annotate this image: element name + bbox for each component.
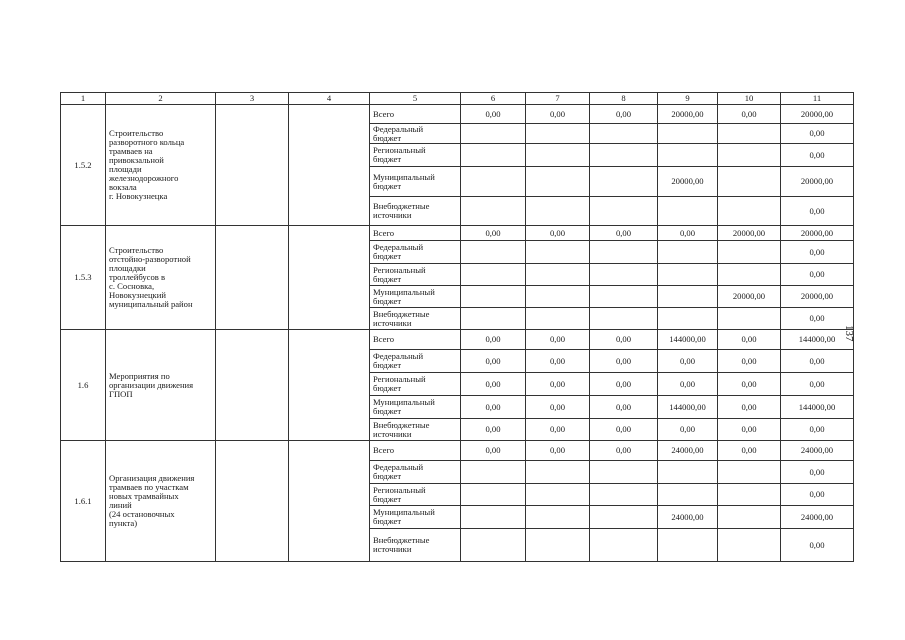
- amount-cell: 0,00: [461, 441, 526, 461]
- amount-cell: [526, 197, 590, 226]
- amount-cell: 0,00: [526, 373, 590, 396]
- amount-cell: [461, 241, 526, 264]
- empty-cell: [216, 441, 289, 562]
- amount-cell: [526, 124, 590, 144]
- table-row: [61, 441, 854, 461]
- amount-cell: 0,00: [526, 350, 590, 373]
- amount-cell: [461, 167, 526, 197]
- funding-source: Всего: [370, 441, 461, 461]
- amount-cell: [718, 529, 781, 562]
- funding-source: Региональный бюджет: [370, 144, 461, 167]
- amount-cell: 20000,00: [781, 105, 854, 124]
- amount-cell: [526, 286, 590, 308]
- amount-cell: 20000,00: [781, 286, 854, 308]
- amount-cell: 0,00: [781, 124, 854, 144]
- amount-cell: [590, 124, 658, 144]
- funding-source: Внебюджетные источники: [370, 308, 461, 330]
- empty-cell: [289, 105, 370, 226]
- amount-cell: 0,00: [781, 144, 854, 167]
- funding-source: Муниципальный бюджет: [370, 506, 461, 529]
- amount-cell: [658, 144, 718, 167]
- column-number-row: [61, 93, 854, 105]
- funding-source: Внебюджетные источники: [370, 197, 461, 226]
- amount-cell: [718, 308, 781, 330]
- amount-cell: 0,00: [781, 241, 854, 264]
- page-number: 137: [843, 325, 855, 342]
- amount-cell: 0,00: [461, 350, 526, 373]
- amount-cell: [718, 167, 781, 197]
- amount-cell: 0,00: [590, 330, 658, 350]
- amount-cell: [461, 144, 526, 167]
- amount-cell: [461, 124, 526, 144]
- amount-cell: [590, 167, 658, 197]
- amount-cell: 20000,00: [658, 105, 718, 124]
- amount-cell: 0,00: [658, 419, 718, 441]
- amount-cell: 20000,00: [718, 226, 781, 241]
- amount-cell: [590, 461, 658, 484]
- amount-cell: [461, 264, 526, 286]
- amount-cell: [658, 286, 718, 308]
- amount-cell: 24000,00: [781, 441, 854, 461]
- measure-name: Строительство отстойно-разворотной площадки троллейбусов в с. Сосновка, Новокузнецкий муниципальный район: [106, 226, 216, 330]
- amount-cell: [658, 197, 718, 226]
- amount-cell: 0,00: [781, 308, 854, 330]
- column-number: 7: [526, 93, 590, 105]
- funding-source: Муниципальный бюджет: [370, 286, 461, 308]
- amount-cell: [526, 144, 590, 167]
- empty-cell: [216, 330, 289, 441]
- empty-cell: [216, 105, 289, 226]
- measure-code: 1.5.2: [61, 105, 106, 226]
- amount-cell: [590, 506, 658, 529]
- amount-cell: [718, 506, 781, 529]
- amount-cell: 0,00: [658, 350, 718, 373]
- funding-source: Всего: [370, 105, 461, 124]
- amount-cell: 0,00: [781, 529, 854, 562]
- amount-cell: [461, 308, 526, 330]
- amount-cell: [658, 264, 718, 286]
- amount-cell: [658, 461, 718, 484]
- amount-cell: 0,00: [526, 441, 590, 461]
- amount-cell: [526, 461, 590, 484]
- column-number: 4: [289, 93, 370, 105]
- amount-cell: [718, 197, 781, 226]
- column-number: 6: [461, 93, 526, 105]
- funding-source: Всего: [370, 330, 461, 350]
- amount-cell: [718, 144, 781, 167]
- amount-cell: [718, 484, 781, 506]
- amount-cell: 0,00: [658, 373, 718, 396]
- funding-source: Муниципальный бюджет: [370, 167, 461, 197]
- measure-name: Организация движения трамваев по участкам новых трамвайных линий (24 остановочных пункта): [106, 441, 216, 562]
- empty-cell: [289, 330, 370, 441]
- amount-cell: 20000,00: [781, 226, 854, 241]
- amount-cell: [718, 461, 781, 484]
- amount-cell: 24000,00: [658, 506, 718, 529]
- amount-cell: 0,00: [461, 396, 526, 419]
- column-number: 5: [370, 93, 461, 105]
- table-row: [61, 226, 854, 241]
- measure-code: 1.6: [61, 330, 106, 441]
- funding-source: Всего: [370, 226, 461, 241]
- amount-cell: [658, 241, 718, 264]
- amount-cell: 0,00: [461, 373, 526, 396]
- amount-cell: 144000,00: [658, 396, 718, 419]
- column-number: 10: [718, 93, 781, 105]
- amount-cell: [590, 286, 658, 308]
- amount-cell: 0,00: [590, 226, 658, 241]
- amount-cell: 0,00: [718, 105, 781, 124]
- table-row: [61, 105, 854, 124]
- column-number: 2: [106, 93, 216, 105]
- table-row: [61, 330, 854, 350]
- amount-cell: [590, 144, 658, 167]
- funding-source: Региональный бюджет: [370, 484, 461, 506]
- amount-cell: 144000,00: [781, 330, 854, 350]
- amount-cell: 0,00: [526, 105, 590, 124]
- amount-cell: 0,00: [658, 226, 718, 241]
- funding-source: Муниципальный бюджет: [370, 396, 461, 419]
- funding-source: Федеральный бюджет: [370, 350, 461, 373]
- amount-cell: 0,00: [718, 441, 781, 461]
- amount-cell: 20000,00: [781, 167, 854, 197]
- amount-cell: [590, 241, 658, 264]
- amount-cell: 0,00: [718, 373, 781, 396]
- amount-cell: [718, 124, 781, 144]
- amount-cell: 0,00: [461, 330, 526, 350]
- measure-name: Строительство разворотного кольца трамваев на привокзальной площади железнодорожного вокзала г. Новокузнецка: [106, 105, 216, 226]
- empty-cell: [289, 226, 370, 330]
- amount-cell: [658, 529, 718, 562]
- measure-name: Мероприятия по организации движения ГПОП: [106, 330, 216, 441]
- amount-cell: 0,00: [718, 396, 781, 419]
- funding-source: Федеральный бюджет: [370, 241, 461, 264]
- amount-cell: 144000,00: [781, 396, 854, 419]
- amount-cell: [526, 506, 590, 529]
- amount-cell: 0,00: [781, 373, 854, 396]
- amount-cell: 0,00: [718, 419, 781, 441]
- amount-cell: [590, 197, 658, 226]
- amount-cell: [658, 484, 718, 506]
- amount-cell: 0,00: [781, 197, 854, 226]
- column-number: 11: [781, 93, 854, 105]
- amount-cell: 0,00: [781, 350, 854, 373]
- budget-table: [60, 92, 854, 562]
- amount-cell: [590, 308, 658, 330]
- amount-cell: [590, 529, 658, 562]
- measure-code: 1.6.1: [61, 441, 106, 562]
- empty-cell: [289, 441, 370, 562]
- funding-source: Федеральный бюджет: [370, 461, 461, 484]
- amount-cell: 0,00: [590, 419, 658, 441]
- amount-cell: [461, 461, 526, 484]
- amount-cell: 0,00: [781, 461, 854, 484]
- amount-cell: 24000,00: [658, 441, 718, 461]
- column-number: 3: [216, 93, 289, 105]
- amount-cell: 0,00: [461, 226, 526, 241]
- amount-cell: 0,00: [590, 350, 658, 373]
- amount-cell: [526, 484, 590, 506]
- amount-cell: 0,00: [461, 419, 526, 441]
- amount-cell: 0,00: [718, 350, 781, 373]
- amount-cell: [658, 124, 718, 144]
- column-number: 1: [61, 93, 106, 105]
- amount-cell: [526, 241, 590, 264]
- amount-cell: 0,00: [461, 105, 526, 124]
- amount-cell: [461, 286, 526, 308]
- amount-cell: [526, 308, 590, 330]
- funding-source: Региональный бюджет: [370, 373, 461, 396]
- amount-cell: 0,00: [590, 105, 658, 124]
- amount-cell: 0,00: [781, 484, 854, 506]
- column-number: 9: [658, 93, 718, 105]
- amount-cell: 0,00: [781, 264, 854, 286]
- amount-cell: 0,00: [590, 396, 658, 419]
- amount-cell: [461, 529, 526, 562]
- amount-cell: [461, 484, 526, 506]
- amount-cell: [526, 529, 590, 562]
- amount-cell: [718, 241, 781, 264]
- funding-source: Внебюджетные источники: [370, 529, 461, 562]
- amount-cell: [461, 197, 526, 226]
- amount-cell: [590, 264, 658, 286]
- funding-source: Региональный бюджет: [370, 264, 461, 286]
- amount-cell: 0,00: [590, 373, 658, 396]
- amount-cell: 0,00: [590, 441, 658, 461]
- amount-cell: [526, 167, 590, 197]
- amount-cell: 0,00: [526, 330, 590, 350]
- amount-cell: [526, 264, 590, 286]
- amount-cell: 0,00: [718, 330, 781, 350]
- amount-cell: 0,00: [526, 419, 590, 441]
- amount-cell: 20000,00: [718, 286, 781, 308]
- amount-cell: 24000,00: [781, 506, 854, 529]
- empty-cell: [216, 226, 289, 330]
- amount-cell: 0,00: [526, 226, 590, 241]
- amount-cell: [461, 506, 526, 529]
- funding-source: Федеральный бюджет: [370, 124, 461, 144]
- column-number: 8: [590, 93, 658, 105]
- amount-cell: 144000,00: [658, 330, 718, 350]
- amount-cell: [658, 308, 718, 330]
- amount-cell: 20000,00: [658, 167, 718, 197]
- amount-cell: [590, 484, 658, 506]
- measure-code: 1.5.3: [61, 226, 106, 330]
- amount-cell: [718, 264, 781, 286]
- funding-source: Внебюджетные источники: [370, 419, 461, 441]
- amount-cell: 0,00: [781, 419, 854, 441]
- amount-cell: 0,00: [526, 396, 590, 419]
